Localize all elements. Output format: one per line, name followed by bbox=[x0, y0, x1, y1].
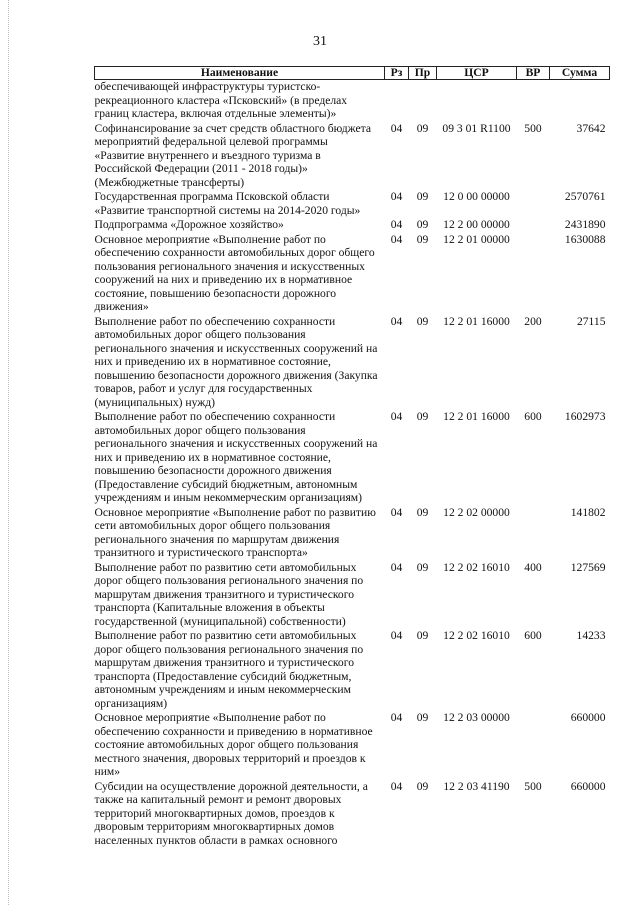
cell-csr: 12 2 01 16000 bbox=[443, 314, 510, 328]
cell-sum: 2431890 bbox=[564, 218, 606, 231]
cell-vr: 200 bbox=[524, 314, 542, 328]
cell-vr bbox=[517, 190, 550, 218]
budget-table bbox=[94, 66, 610, 848]
table-body bbox=[95, 80, 610, 849]
cell-pr: 09 bbox=[416, 410, 429, 423]
cell-csr: 12 0 00 00000 bbox=[443, 190, 510, 203]
cell-name: Выполнение работ по развитию сети автомобильных дорог общего пользования регионального значения по маршрутам движения транзитного и туристического транспорта (Предоставление субсидий бюджетным, автономным учреждениям и иным некоммерческим организациям) bbox=[94, 629, 364, 710]
cell-pr: 09 bbox=[416, 218, 429, 231]
table-row bbox=[95, 80, 610, 122]
header-name: Наименование bbox=[95, 67, 385, 80]
table-row bbox=[95, 506, 610, 561]
cell-rz: 04 bbox=[390, 410, 403, 423]
table-row bbox=[95, 233, 610, 315]
cell-rz: 04 bbox=[390, 779, 403, 793]
cell-name: Субсидии на осуществление дорожной деятельности, а также на капитальный ремонт и ремонт дворовых территорий многоквартирных домов, проездов к дворовым территориям многоквартирных домов населенных пунктов области в рамках основного bbox=[94, 779, 368, 847]
cell-name: Основное мероприятие «Выполнение работ по обеспечению сохранности и приведению в нормативное состояние автомобильных дорог общего пользования местного значения, дворовых территорий и проездов к ним» bbox=[94, 711, 373, 778]
cell-vr: 600 bbox=[524, 410, 542, 423]
cell-name: Государственная программа Псковской области «Развитие транспортной системы на 2014-2020 годы» bbox=[94, 190, 361, 217]
cell-name: Выполнение работ по развитию сети автомобильных дорог общего пользования регионального значения по маршрутам движения транзитного и туристического транспорта (Капитальные вложения в объекты государственной (муниципальной) собственности) bbox=[94, 560, 364, 628]
cell-sum: 141802 bbox=[570, 505, 606, 519]
table-row bbox=[95, 218, 610, 233]
header-pr: Пр bbox=[409, 67, 437, 80]
cell-vr bbox=[517, 233, 550, 315]
cell-sum: 27115 bbox=[576, 314, 606, 328]
header-rz: Рз bbox=[385, 67, 409, 80]
cell-csr: 12 2 02 16010 bbox=[443, 560, 510, 574]
header-vr: ВР bbox=[517, 67, 550, 80]
cell-sum: 1602973 bbox=[564, 410, 606, 423]
cell-csr: 12 2 02 00000 bbox=[443, 505, 510, 519]
cell-sum bbox=[550, 80, 610, 122]
table-row bbox=[95, 410, 610, 506]
cell-rz bbox=[385, 80, 409, 122]
cell-name: Выполнение работ по обеспечению сохранности автомобильных дорог общего пользования регионального значения и искусственных сооружений на них и приведению их в нормативное состояние, повышению безопасности дорожного движения (Предоставление субсидий бюджетным, автономным учреждениям и иным некоммерческим организациям) bbox=[94, 410, 378, 504]
cell-sum: 660000 bbox=[570, 779, 606, 793]
cell-name: Выполнение работ по обеспечению сохранности автомобильных дорог общего пользования регионального значения и искусственных сооружений на них и приведению их в нормативное состояние, повышению безопасности дорожного движения (Закупка товаров, работ и услуг для государственных (муниципальных) нужд) bbox=[94, 314, 378, 409]
header-row bbox=[95, 67, 610, 80]
table-row bbox=[95, 315, 610, 411]
cell-rz: 04 bbox=[390, 232, 403, 246]
cell-csr: 12 2 02 16010 bbox=[443, 629, 510, 642]
cell-vr bbox=[517, 506, 550, 561]
cell-csr: 09 3 01 R1100 bbox=[442, 121, 511, 135]
cell-name: Основное мероприятие «Выполнение работ по развитию сети автомобильных дорог общего пользования регионального значения по маршрутам движения транзитного и туристического транспорта» bbox=[94, 505, 376, 559]
cell-sum: 1630088 bbox=[564, 232, 606, 246]
cell-csr: 12 2 01 16000 bbox=[443, 410, 510, 423]
cell-rz: 04 bbox=[390, 121, 403, 135]
cell-rz: 04 bbox=[390, 711, 403, 724]
table-row bbox=[95, 122, 610, 191]
cell-vr bbox=[517, 80, 550, 122]
scan-edge-line bbox=[8, 0, 10, 905]
table-header bbox=[95, 67, 610, 80]
cell-rz: 04 bbox=[390, 190, 403, 203]
cell-vr: 400 bbox=[524, 560, 542, 574]
cell-vr bbox=[517, 711, 550, 780]
cell-sum: 127569 bbox=[570, 560, 606, 574]
header-csr: ЦСР bbox=[437, 67, 517, 80]
table-row bbox=[95, 629, 610, 711]
cell-csr: 12 2 03 41190 bbox=[443, 779, 510, 793]
cell-pr: 09 bbox=[416, 505, 429, 519]
header-sum: Сумма bbox=[550, 67, 610, 80]
cell-name: обеспечивающей инфраструктуры туристско-рекреационного кластера «Псковский» (в пределах границ кластера, включая отдельные элементы)» bbox=[94, 80, 348, 120]
cell-name: Основное мероприятие «Выполнение работ по обеспечению сохранности автомобильных дорог общего пользования регионального значения и искусственных сооружений на них и приведению их в нормативное состояние, повышению безопасности дорожного движения» bbox=[94, 232, 375, 313]
cell-pr: 09 bbox=[416, 190, 429, 203]
cell-rz: 04 bbox=[390, 629, 403, 642]
page-number: 31 bbox=[313, 34, 327, 49]
table-row bbox=[95, 711, 610, 780]
cell-vr: 500 bbox=[524, 121, 542, 135]
table-row bbox=[95, 561, 610, 630]
cell-pr: 09 bbox=[416, 711, 429, 724]
cell-vr: 600 bbox=[524, 629, 542, 642]
table-row bbox=[95, 780, 610, 849]
cell-name: Софинансирование за счет средств областного бюджета мероприятий федеральной целевой программы «Развитие внутреннего и въездного туризма в Российской Федерации (2011 - 2018 годы)» (Межбюджетные трансферты) bbox=[94, 121, 372, 189]
cell-csr: 12 2 00 00000 bbox=[443, 218, 510, 231]
cell-pr: 09 bbox=[416, 560, 429, 574]
cell-rz: 04 bbox=[390, 314, 403, 328]
cell-vr bbox=[517, 218, 550, 233]
cell-sum: 14233 bbox=[576, 629, 606, 642]
cell-pr: 09 bbox=[416, 121, 429, 135]
table-row bbox=[95, 190, 610, 218]
cell-rz: 04 bbox=[390, 505, 403, 519]
cell-csr: 12 2 01 00000 bbox=[443, 232, 510, 246]
cell-sum: 2570761 bbox=[564, 190, 606, 203]
cell-csr: 12 2 03 00000 bbox=[443, 711, 510, 724]
cell-pr: 09 bbox=[416, 779, 429, 793]
cell-name: Подпрограмма «Дорожное хозяйство» bbox=[94, 218, 284, 231]
cell-sum: 660000 bbox=[570, 711, 606, 724]
cell-rz: 04 bbox=[390, 560, 403, 574]
cell-pr: 09 bbox=[416, 232, 429, 246]
cell-csr bbox=[437, 80, 517, 122]
cell-vr: 500 bbox=[524, 779, 542, 793]
cell-pr bbox=[409, 80, 437, 122]
cell-rz: 04 bbox=[390, 218, 403, 231]
cell-pr: 09 bbox=[416, 629, 429, 642]
cell-sum: 37642 bbox=[576, 121, 606, 135]
cell-pr: 09 bbox=[416, 314, 429, 328]
